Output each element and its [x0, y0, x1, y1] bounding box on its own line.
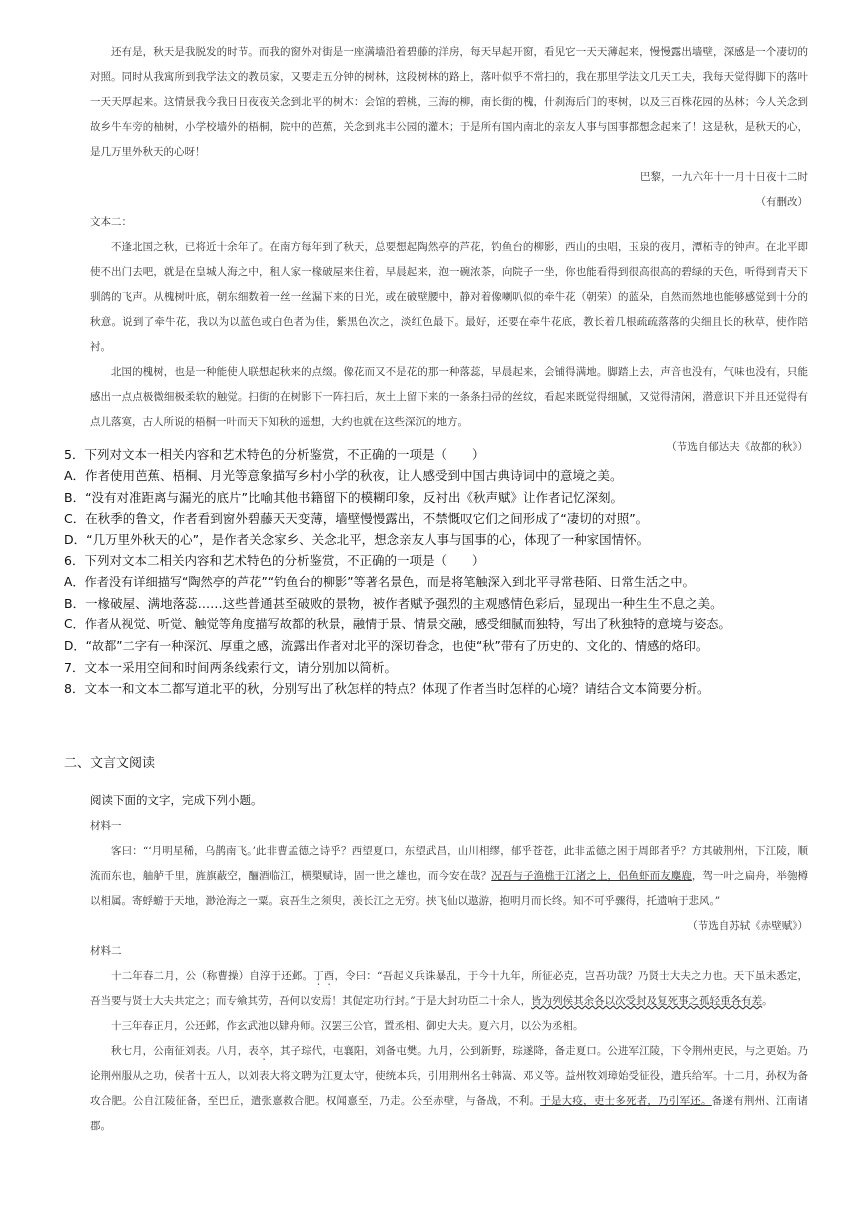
text2-paragraph-2: 北国的槐树，也是一种能使人联想起秋来的点缀。像花而又不是花的那一种落蕊，早晨起来，会铺得满地。脚踏上去，声音也没有，气味也没有，只能感出一点点极微细极柔软的触觉。扫街的在树影下一阵扫后，灰土上留下来的一条条扫帚的丝纹，看起来既觉得细腻，又觉得清闲，潜意识下并且还觉得有点儿落寞，古人所说的梧桐一叶而天下知秋的遥想，大约也就在这些深沉的地方。 [90, 366, 808, 428]
q5-option-c: C．在秋季的鲁文，作者看到窗外碧藤天天变薄，墙壁慢慢露出，不禁慨叹它们之间形成了“凄切的对照”。 [64, 510, 649, 526]
material-1-underlined: 况吾与子渔樵于江渚之上，侣鱼虾而友麋鹿 [491, 870, 692, 882]
text2-source: （节选自郁达夫《故都的秋》） [666, 441, 808, 453]
m2-p3-text-a: 秋七月，公南征刘表。八月，表 [111, 1045, 259, 1057]
text1-revision-note: （有删改） [755, 196, 808, 208]
m2-p3-text-b: ，其子琮代，屯襄阳，刘备屯樊。九月，公到新野，琮遂降，备走夏口。公进军江陵，下令荆州吏民，与之更始。乃论荆州服从之功，侯者十五人，以刘表大将文聘为江夏太守，使统本兵，引用荆州名士韩嵩、邓义等。益州牧刘璋始受征役，遣兵给军。十二月，孙权为备攻合肥。公自江陵征备，至巴丘，遣张憙救合肥。权闻憙至，乃走。公至赤壁，与备战，不利。 [90, 1045, 809, 1107]
text2-paragraph-1: 不逢北国之秋，已将近十余年了。在南方每年到了秋天，总要想起陶然亭的芦花，钓鱼台的柳影，西山的虫唱，玉泉的夜月，潭柘寺的钟声。在北平即使不出门去吧，就是在皇城人海之中，租人家一椽破屋来住着，早晨起来，泡一碗浓茶，向院子一坐，你也能看得到很高很高的碧绿的天色，听得到青天下驯鸽的飞声。从槐树叶底，朝东细数着一丝一丝漏下来的日光，或在破壁腰中，静对着像喇叭似的牵牛花（朝荣）的蓝朵，自然而然地也能够感觉到十分的秋意。说到了牵牛花，我以为以蓝色或白色者为佳，紫黑色次之，淡红色最下。最好，还要在牵牛花底，教长着几根疏疏落落的尖细且长的秋草，使作陪衬。 [90, 241, 808, 353]
question-7: 7．文本一采用空间和时间两条线索行文，请分别加以简析。 [64, 659, 397, 675]
q5-option-d: D．“几万里外秋天的心”，是作者关念家乡、关念北平，想念亲友人事与国事的心，体现了一种家国情怀。 [64, 532, 650, 548]
q5-option-a: A．作者使用芭蕉、梧桐、月光等意象描写乡村小学的秋夜，让人感受到中国古典诗词中的意境之美。 [64, 468, 623, 484]
q6-option-a: A．作者没有详细描写“陶然亭的芦花”“钓鱼台的柳影”等著名景色，而是将笔触深入到北平寻常巷陌、日常生活之中。 [64, 574, 695, 589]
text2-label: 文本二： [90, 216, 132, 228]
m2-p1-text-b: ，令曰：“吾起义兵诛暴乱，于今十九年，所征必克，岂吾功哉？乃贤士大夫之力也。天下虽未悉定，吾当要与贤士大夫共定之；而专飨其劳，吾何以安焉！其促定功行封。”于是大封功臣二十余人， [90, 970, 808, 1007]
m2-p3-underlined: 于是大疫，吏士多死者，乃引军还。 [540, 1095, 712, 1107]
m2-p1-text-a: 十二年春二月，公（称曹操）自淳于还邺。 [111, 970, 314, 982]
question-6: 6．下列对文本二相关内容和艺术特色的分析鉴赏，不正确的一项是（ ） [64, 553, 485, 569]
text1-paragraph: 还有是，秋天是我脱发的时节。而我的窗外对街是一座满墙沿着碧藤的洋房，每天早起开窗，看见它一天天薄起来，慢慢露出墙壁，深感是一个凄切的对照。同时从我寓所到我学法文的教员家，又要走五分钟的树林，这段树林的路上，落叶似乎不常扫的，我在那里学法文几天工夫，我每天觉得脚下的落叶一天天厚起来。这情景我今我日日夜夜关念到北平的树木：会馆的碧桃，三海的柳，南长街的槐，什刹海后门的枣树，以及三百株花园的丛林；今人关念到故乡牛车旁的柚树，小学校墙外的梧桐，院中的芭蕉，关念到兆丰公园的灌木；于是所有国内南北的亲友人事与国事都想念起来了！这是秋，是秋天的心，是几万里外秋天的心呀！ [90, 46, 808, 158]
m2-p1-text-c: 。 [762, 995, 773, 1007]
q6-option-b: B．一椽破屋、满地落蕊……这些普通甚至破败的景物，被作者赋予强烈的主观感情色彩后，显现出一种生生不息之美。 [64, 596, 723, 612]
question-8: 8．文本一和文本二都写道北平的秋，分别写出了秋怎样的特点？体现了作者当时怎样的心境？请结合文本简要分析。 [64, 681, 710, 697]
q6-option-d: D．“故都”二字有一种深沉、厚重之感，流露出作者对北平的深切眷念，也使“秋”带有了历史的、文化的、情感的烙印。 [64, 638, 709, 653]
material-1-text-a: 客曰：“‘月明星稀，乌鹊南飞。’此非曹孟德之诗乎？西望夏口，东望武昌，山川相缪，郁乎苍苍，此非孟德之困于周郎者乎？方其破荆州，下江陵，顺流而东也，舳舻千里，旌旗蔽空，酾酒临江，横槊赋诗，固一世之雄也，而今安在哉？ [90, 845, 808, 882]
m2-p3-text-c: 备遂有荆州、江南诸郡。 [90, 1095, 809, 1132]
classical-reading [90, 790, 808, 1139]
material-2-para-2: 十三年春正月，公还邺，作玄武池以肄舟师。汉罢三公官，置丞相、御史大夫。夏六月，以公为丞相。 [111, 1020, 584, 1032]
text2 [90, 210, 808, 460]
material-2-para-1 [90, 964, 808, 1014]
question-list [64, 444, 824, 700]
q5-option-b: B．“没有对准距离与漏光的底片”比喻其他书籍留下的模糊印象，反衬出《秋声赋》让作者记忆深刻。 [64, 489, 624, 505]
text1-date-line: 巴黎，一九六年十一月十日夜十二时 [640, 171, 808, 183]
m2-p1-wavy-underlined: 皆为列侯其余各以次受封及复死事之孤轻重各有差 [531, 995, 763, 1007]
section-heading: 二、文言文阅读 [64, 756, 156, 771]
section-intro: 阅读下面的文字，完成下列小题。 [90, 793, 263, 807]
material-2-label: 材料二 [90, 945, 122, 957]
material-1-source: （节选自苏轼《赤壁赋》） [687, 920, 808, 932]
m2-p3-dotted: 卒 [258, 1045, 270, 1057]
material-1-label: 材料一 [90, 820, 122, 832]
material-1-text [90, 839, 808, 914]
m2-p1-dotted: 丁酉 [313, 970, 335, 982]
material-2-para-3 [90, 1039, 808, 1139]
question-5: 5．下列对文本一相关内容和艺术特色的分析鉴赏，不正确的一项是（ ） [64, 447, 485, 462]
q6-option-c: C．作者从视觉、听觉、触觉等角度描写故都的秋景，融情于景、情景交融，感受细腻而独特，写出了秋独特的意境与姿态。 [64, 617, 731, 632]
material-1-text-b: ，驾一叶之扁舟，举匏樽以相属。寄蜉蝣于天地，渺沧海之一粟。哀吾生之须臾，羡长江之无穷。挟飞仙以遨游，抱明月而长终。知不可乎骤得，托遗响于悲风。” [90, 870, 809, 907]
text1-tail [90, 40, 808, 215]
